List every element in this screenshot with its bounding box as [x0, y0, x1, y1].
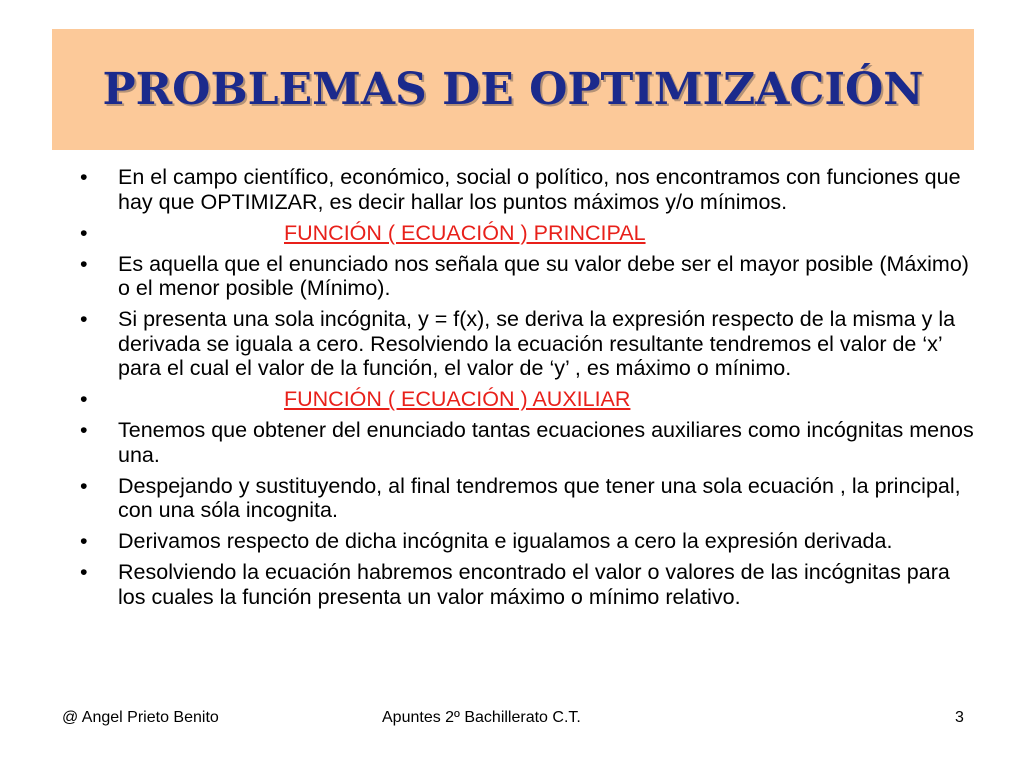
- slide-title: PROBLEMAS DE OPTIMIZACIÓN: [102, 64, 924, 115]
- bullet-item: [74, 474, 974, 523]
- bullet-text: Tenemos que obtener del enunciado tantas ecuaciones auxiliares como incógnitas menos una.: [118, 418, 974, 467]
- bullet-text: Despejando y sustituyendo, al final tendremos que tener una sola ecuación , la principal, con una sóla incognita.: [118, 473, 961, 522]
- bullet-marker: •: [80, 560, 88, 584]
- bullet-marker: •: [80, 220, 88, 245]
- title-banner: [52, 29, 974, 150]
- bullet-marker: •: [80, 387, 88, 411]
- bullet-item: [74, 529, 974, 554]
- section-heading-text: FUNCIÓN ( ECUACIÓN ) PRINCIPAL: [284, 220, 646, 245]
- bullet-text: En el campo científico, económico, social o político, nos encontramos con funciones que hay que OPTIMIZAR, es decir hallar los puntos máximos y/o mínimos.: [118, 165, 961, 214]
- bullet-item: [74, 307, 974, 381]
- bullet-list: [74, 165, 974, 616]
- footer-author: @ Angel Prieto Benito: [62, 709, 219, 726]
- footer-page-number: 3: [955, 709, 964, 726]
- bullet-marker: •: [80, 418, 88, 442]
- footer-course: Apuntes 2º Bachillerato C.T.: [382, 709, 581, 726]
- bullet-marker: •: [80, 165, 88, 189]
- bullet-item: [74, 418, 974, 467]
- bullet-text: Es aquella que el enunciado nos señala que su valor debe ser el mayor posible (Máximo) o el menor posible (Mínimo).: [118, 251, 969, 300]
- section-heading-principal: [74, 221, 974, 246]
- bullet-item: [74, 252, 974, 301]
- bullet-text: Derivamos respecto de dicha incógnita e igualamos a cero la expresión derivada.: [118, 529, 893, 553]
- section-heading-auxiliar: [74, 387, 974, 412]
- bullet-marker: •: [80, 307, 88, 331]
- bullet-text: Si presenta una sola incógnita, y = f(x), se deriva la expresión respecto de la misma y la derivada se iguala a cero. Resolviendo la ecuación resultante tendremos el valor de ‘x’ para el cual el valor de la función, el valor de ‘y’ , es máximo o mínimo.: [118, 307, 956, 380]
- bullet-item: [74, 560, 974, 609]
- bullet-marker: •: [80, 529, 88, 553]
- bullet-marker: •: [80, 473, 88, 498]
- bullet-text: Resolviendo la ecuación habremos encontrado el valor o valores de las incógnitas para los cuales la función presenta un valor máximo o mínimo relativo.: [118, 560, 950, 609]
- bullet-item: [74, 165, 974, 214]
- bullet-marker: •: [80, 251, 88, 276]
- section-heading-text: FUNCIÓN ( ECUACIÓN ) AUXILIAR: [284, 387, 631, 411]
